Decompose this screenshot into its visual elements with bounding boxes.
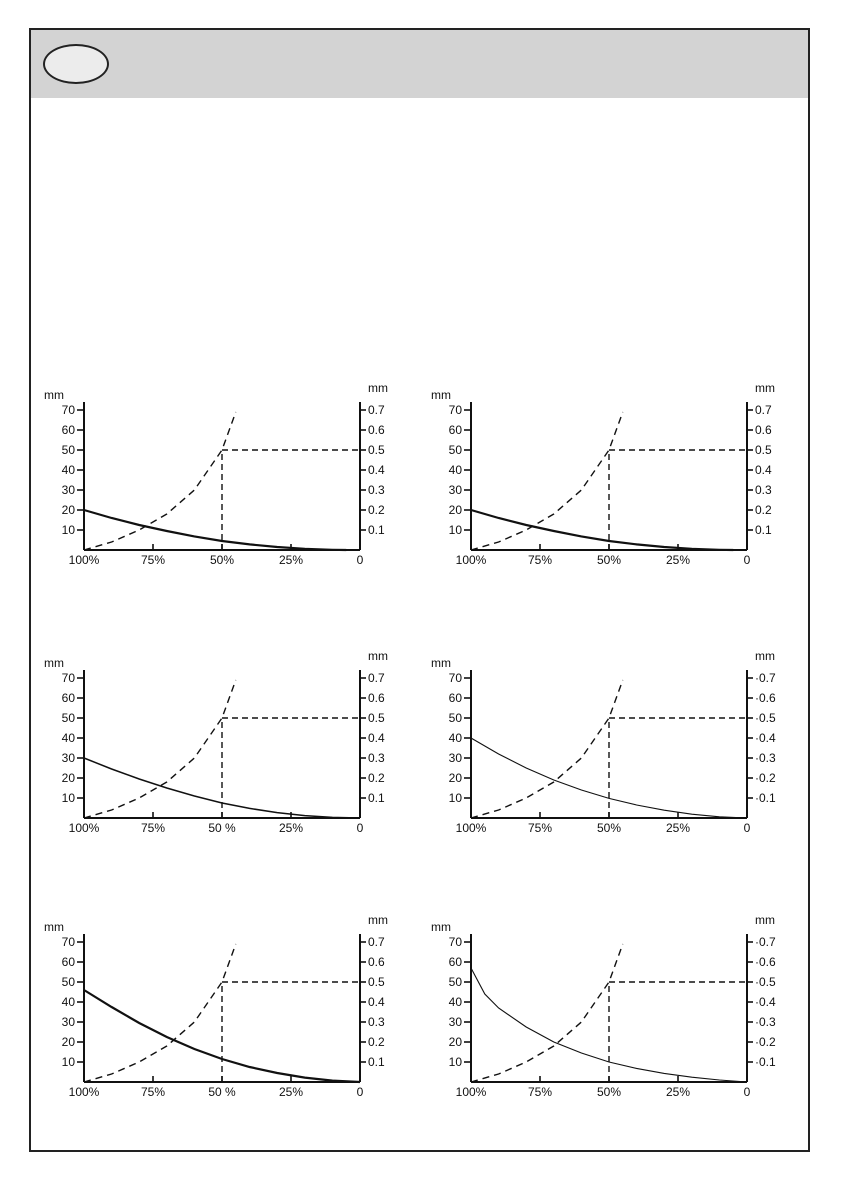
right-tick-label: ·0.5	[755, 711, 776, 725]
x-tick-label: 0	[743, 553, 751, 567]
left-tick-label: 70	[448, 403, 462, 417]
x-tick-label: 0	[743, 1085, 751, 1099]
right-axis-unit: mm	[755, 381, 775, 395]
right-tick-label: 0.1	[755, 523, 772, 537]
x-tick-label: 50%	[596, 553, 622, 567]
right-tick-label: ·0.2	[755, 1035, 776, 1049]
x-tick-label: 25%	[665, 1085, 691, 1099]
left-tick-label: 70	[61, 403, 75, 417]
right-tick-label: 0.4	[368, 463, 385, 477]
right-tick-label: 0.4	[368, 995, 385, 1009]
left-tick-label: 30	[448, 751, 462, 765]
x-tick-label: 100%	[455, 553, 487, 567]
left-tick-label: 50	[448, 711, 462, 725]
left-tick-label: 60	[448, 955, 462, 969]
left-tick-label: 40	[448, 995, 462, 1009]
left-tick-label: 10	[448, 523, 462, 537]
x-tick-label: 75%	[140, 553, 166, 567]
x-tick-label: 25%	[278, 1085, 304, 1099]
left-tick-label: 60	[61, 691, 75, 705]
right-tick-label: 0.5	[368, 711, 385, 725]
dashed-curve	[84, 944, 236, 1082]
left-axis-unit: mm	[431, 656, 451, 670]
right-tick-label: 0.5	[368, 975, 385, 989]
right-tick-label: 0.3	[368, 1015, 385, 1029]
right-tick-label: ·0.4	[755, 731, 776, 745]
header-band	[31, 30, 808, 98]
left-tick-label: 20	[61, 503, 75, 517]
x-tick-label: 100%	[455, 821, 487, 835]
chart-3	[40, 648, 410, 843]
right-tick-label: 0.1	[368, 1055, 385, 1069]
right-tick-label: ·0.2	[755, 771, 776, 785]
right-axis-unit: mm	[368, 649, 388, 663]
reference-line	[609, 450, 747, 550]
x-tick-label: 75%	[527, 553, 553, 567]
right-tick-label: 0.3	[368, 483, 385, 497]
left-tick-label: 70	[61, 671, 75, 685]
left-tick-label: 30	[448, 483, 462, 497]
x-tick-label: 50%	[209, 553, 235, 567]
dashed-curve	[471, 680, 623, 818]
left-tick-label: 70	[448, 935, 462, 949]
dashed-curve	[84, 680, 236, 818]
left-tick-label: 40	[448, 731, 462, 745]
right-tick-label: 0.2	[368, 1035, 385, 1049]
left-tick-label: 50	[448, 975, 462, 989]
dashed-curve	[471, 944, 623, 1082]
left-tick-label: 20	[448, 771, 462, 785]
left-tick-label: 10	[61, 791, 75, 805]
left-tick-label: 50	[61, 711, 75, 725]
x-tick-label: 50 %	[208, 821, 236, 835]
right-tick-label: ·0.6	[755, 691, 776, 705]
left-tick-label: 50	[448, 443, 462, 457]
x-tick-label: 25%	[278, 821, 304, 835]
left-tick-label: 40	[61, 463, 75, 477]
right-tick-label: 0.7	[368, 403, 385, 417]
left-tick-label: 40	[448, 463, 462, 477]
left-tick-label: 60	[61, 423, 75, 437]
left-tick-label: 10	[61, 1055, 75, 1069]
chart-4	[427, 648, 797, 843]
x-tick-label: 0	[356, 1085, 364, 1099]
right-tick-label: 0.6	[368, 691, 385, 705]
right-tick-label: ·0.7	[755, 935, 776, 949]
left-tick-label: 30	[61, 1015, 75, 1029]
left-tick-label: 20	[61, 1035, 75, 1049]
right-tick-label: 0.2	[368, 503, 385, 517]
solid-curve	[471, 510, 733, 550]
chart-2	[427, 380, 797, 575]
reference-line	[222, 982, 360, 1082]
chart-6	[427, 912, 797, 1107]
right-tick-label: ·0.3	[755, 1015, 776, 1029]
right-tick-label: 0.7	[368, 671, 385, 685]
left-axis-unit: mm	[431, 920, 451, 934]
chart-1	[40, 380, 410, 575]
solid-curve	[471, 968, 747, 1082]
left-tick-label: 20	[448, 1035, 462, 1049]
left-tick-label: 20	[448, 503, 462, 517]
right-tick-label: ·0.5	[755, 975, 776, 989]
left-axis-unit: mm	[44, 388, 64, 402]
x-tick-label: 100%	[68, 821, 100, 835]
x-tick-label: 25%	[665, 553, 691, 567]
left-axis-unit: mm	[44, 656, 64, 670]
x-tick-label: 75%	[140, 821, 166, 835]
left-axis-unit: mm	[44, 920, 64, 934]
right-tick-label: 0.1	[368, 791, 385, 805]
right-tick-label: ·0.4	[755, 995, 776, 1009]
right-tick-label: 0.4	[755, 463, 772, 477]
left-axis-unit: mm	[431, 388, 451, 402]
solid-curve	[84, 510, 346, 550]
x-tick-label: 50 %	[208, 1085, 236, 1099]
right-tick-label: 0.6	[755, 423, 772, 437]
right-tick-label: 0.2	[368, 771, 385, 785]
left-tick-label: 40	[61, 995, 75, 1009]
language-badge	[43, 44, 109, 84]
right-tick-label: 0.6	[368, 955, 385, 969]
right-axis-unit: mm	[755, 649, 775, 663]
x-tick-label: 50%	[596, 821, 622, 835]
right-tick-label: 0.3	[368, 751, 385, 765]
left-tick-label: 60	[448, 691, 462, 705]
left-tick-label: 70	[448, 671, 462, 685]
right-axis-unit: mm	[755, 913, 775, 927]
x-tick-label: 100%	[68, 553, 100, 567]
x-tick-label: 25%	[278, 553, 304, 567]
left-tick-label: 30	[61, 483, 75, 497]
right-axis-unit: mm	[368, 381, 388, 395]
right-tick-label: ·0.1	[755, 791, 776, 805]
right-tick-label: 0.7	[755, 403, 772, 417]
right-tick-label: 0.1	[368, 523, 385, 537]
left-tick-label: 30	[448, 1015, 462, 1029]
left-tick-label: 10	[61, 523, 75, 537]
left-tick-label: 20	[61, 771, 75, 785]
right-tick-label: ·0.3	[755, 751, 776, 765]
right-tick-label: 0.7	[368, 935, 385, 949]
left-tick-label: 60	[61, 955, 75, 969]
left-tick-label: 10	[448, 791, 462, 805]
left-tick-label: 30	[61, 751, 75, 765]
x-tick-label: 75%	[527, 1085, 553, 1099]
x-tick-label: 25%	[665, 821, 691, 835]
right-tick-label: ·0.1	[755, 1055, 776, 1069]
x-tick-label: 100%	[455, 1085, 487, 1099]
left-tick-label: 50	[61, 443, 75, 457]
left-tick-label: 60	[448, 423, 462, 437]
x-tick-label: 75%	[140, 1085, 166, 1099]
x-tick-label: 0	[356, 553, 364, 567]
chart-5	[40, 912, 410, 1107]
right-axis-unit: mm	[368, 913, 388, 927]
left-tick-label: 40	[61, 731, 75, 745]
reference-line	[222, 450, 360, 550]
x-tick-label: 0	[356, 821, 364, 835]
right-tick-label: 0.4	[368, 731, 385, 745]
x-tick-label: 0	[743, 821, 751, 835]
left-tick-label: 70	[61, 935, 75, 949]
right-tick-label: 0.3	[755, 483, 772, 497]
right-tick-label: 0.2	[755, 503, 772, 517]
x-tick-label: 100%	[68, 1085, 100, 1099]
right-tick-label: 0.6	[368, 423, 385, 437]
right-tick-label: ·0.7	[755, 671, 776, 685]
right-tick-label: 0.5	[368, 443, 385, 457]
right-tick-label: 0.5	[755, 443, 772, 457]
x-tick-label: 75%	[527, 821, 553, 835]
x-tick-label: 50%	[596, 1085, 622, 1099]
left-tick-label: 50	[61, 975, 75, 989]
left-tick-label: 10	[448, 1055, 462, 1069]
right-tick-label: ·0.6	[755, 955, 776, 969]
reference-line	[222, 718, 360, 818]
